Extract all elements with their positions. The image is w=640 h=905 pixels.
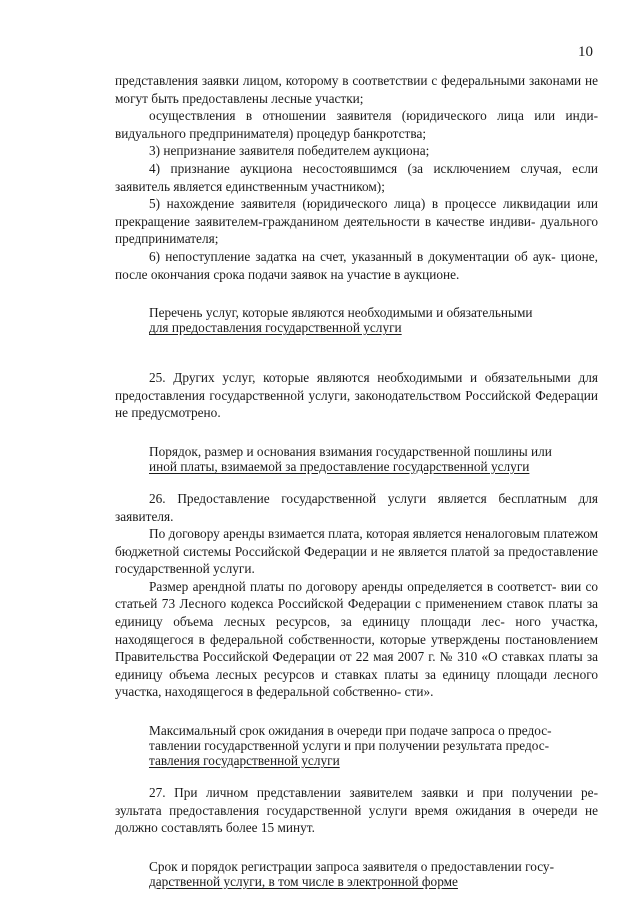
paragraph [115,369,598,422]
paragraph [115,578,598,701]
paragraph [115,107,598,142]
heading-line: тавлении государственной услуги и при получении результата предос- [149,738,550,754]
text-line: ного участка, находящегося в федеральной собственности, которые утверждены [115,614,598,647]
text-line: 26. Предоставление государственной услуги является бесплатным для [149,490,598,506]
heading-line: Срок и порядок регистрации запроса заявителя о предоставлении госу- [149,858,555,874]
text-line: постановлением Правительства Российской Федерации от 22 мая 2007 г. № 310 [115,631,599,665]
text-line: «О ставках платы за единицу объема лесных ресурсов и ставках платы за [115,649,599,682]
text-line: 27. При личном представлении заявителем заявки и при получении ре- [149,785,598,801]
text-line: представления заявки лицом, которому в соответствии с федеральными [115,73,526,88]
section-heading [115,305,598,335]
text-line: платежом бюджетной системы Российской Федерации и не является платой [115,526,598,559]
text-line: сти». [404,684,434,700]
heading-line: дарственной услуги, в том числе в электронной форме [149,873,458,889]
text-line: единицу площади лесного участка, находящегося в федеральной собственно- [115,666,598,700]
text-line: заявителя. [115,508,174,524]
text-line: или прекращение заявителем-гражданином деятельности в качестве индиви- [115,196,598,229]
text-line: 3) непризнание заявителя победителем аукциона; [149,143,430,159]
text-line: 25. Других услуг, которые являются необходимыми и обязательными [149,370,571,386]
heading-line: Перечень услуг, которые являются необходимыми и обязательными [149,305,533,321]
heading-line: для предоставления государственной услуги [149,320,402,336]
text-line: 6) непоступление задатка на счет, указанный в документации об аук- [149,248,556,264]
page-number: 10 [578,44,593,60]
text-line: осуществления в отношении заявителя (юридического лица или инди- [149,108,598,124]
paragraph [115,248,598,283]
paragraph [115,195,598,248]
section-heading [115,859,598,889]
document-body [115,72,598,889]
paragraph [115,784,598,837]
text-line: ставок платы за единицу объема лесных ресурсов, за единицу площади лес- [115,596,598,630]
text-line: Размер арендной платы по договору аренды определяется в соответст- [149,578,557,594]
text-line: видуального предпринимателя) процедур банкротства; [115,125,427,141]
section-heading [115,444,598,474]
text-line: вии со статьей 73 Лесного кодекса Российской Федерации с применением [115,578,599,612]
text-line: 5) нахождение заявителя (юридического лица) в процессе ликвидации [149,196,571,212]
heading-line: иной платы, взимаемой за предоставление государственной услуги [149,458,530,474]
heading-line: Порядок, размер и основания взимания государственной пошлины или [149,443,552,459]
paragraph [115,160,598,195]
text-line: заявитель является единственным участником); [115,178,385,194]
paragraph [115,490,598,525]
paragraph [115,525,598,578]
paragraph [115,72,598,107]
heading-line: Максимальный срок ожидания в очереди при подаче запроса о предос- [149,723,552,739]
text-line: дуального предпринимателя; [115,213,598,247]
text-line: 4) признание аукциона несостоявшимся (за исключением случая, если [149,160,598,176]
text-line: зультата предоставления государственной услуги время ожидания в очереди [115,802,578,818]
text-line: за предоставление государственной услуги. [115,543,599,577]
text-line: ционе, после окончания срока подачи заявок на участие в аукционе. [115,248,599,282]
section-heading [115,723,598,768]
text-line: законами не могут быть предоставлены лесные участки; [115,73,599,106]
text-line: не должно составлять более 15 минут. [115,802,598,836]
heading-line: тавления государственной услуги [149,753,340,769]
text-line: для предоставления государственной услуги, законодательством Российской [115,370,598,403]
paragraph [115,142,598,160]
text-line: По договору аренды взимается плата, которая является неналоговым [149,526,540,542]
text-line: Федерации не предусмотрено. [115,387,598,421]
